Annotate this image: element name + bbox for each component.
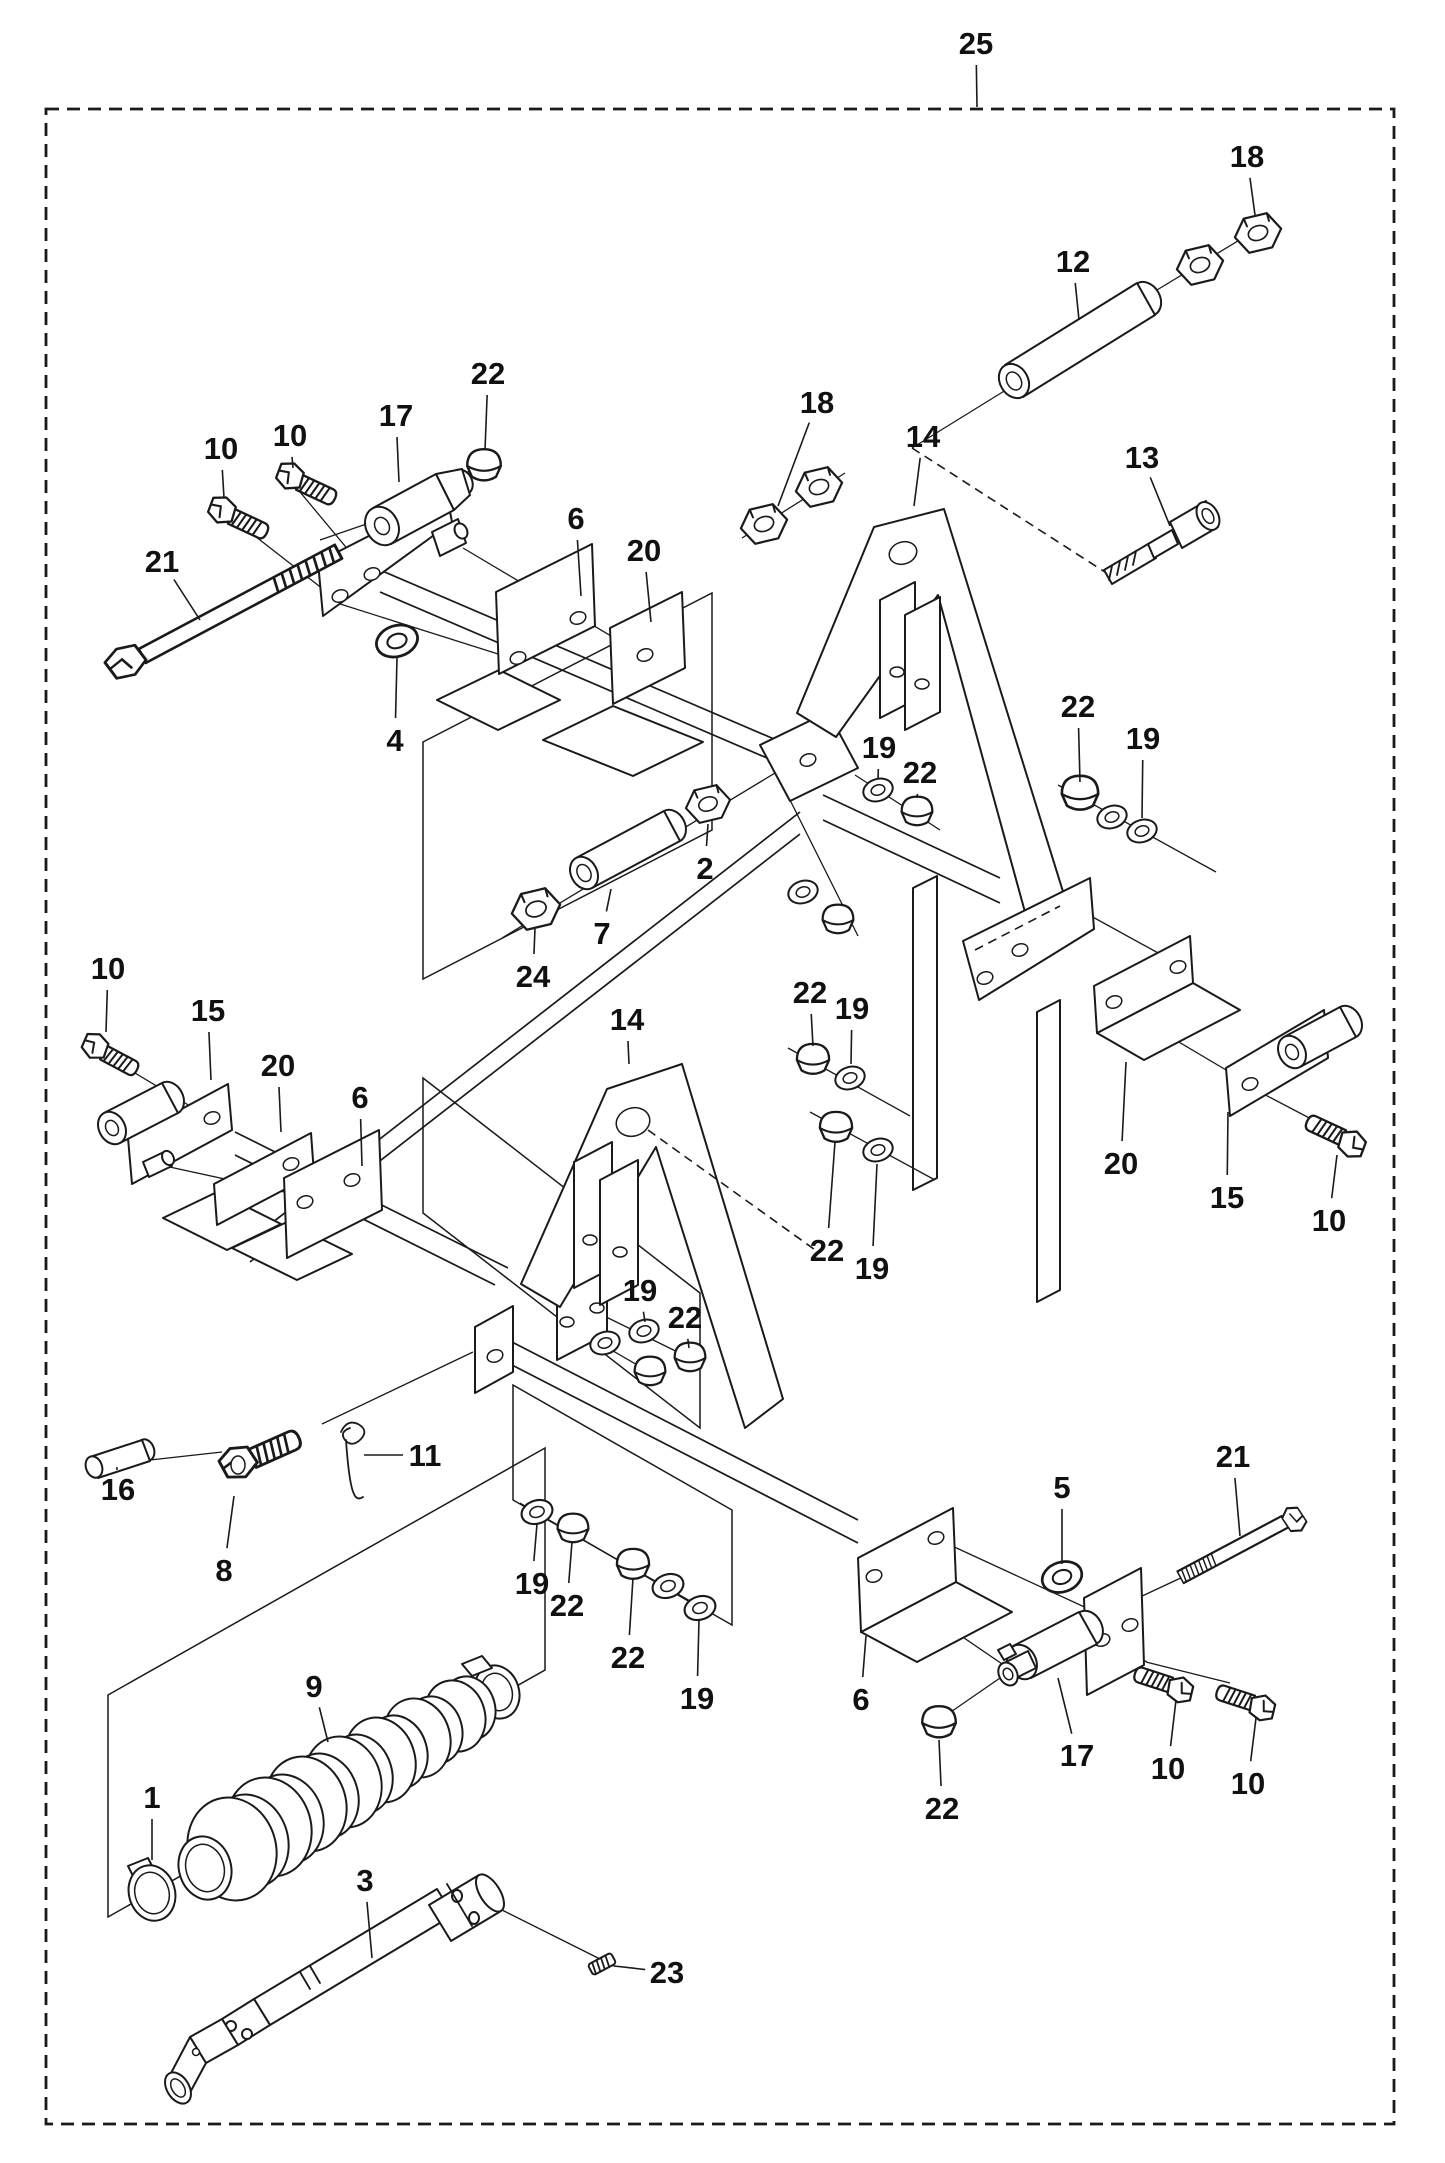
part-18-nut-a	[1177, 245, 1223, 285]
callout-leader-9	[319, 1707, 328, 1742]
callout-leader-24	[534, 929, 535, 954]
callout-leader-22	[811, 1014, 813, 1046]
callout-leader-20	[1122, 1062, 1126, 1141]
capnut-22-bottom	[922, 1706, 956, 1737]
callout-label-12: 12	[1055, 244, 1091, 279]
capnut-22	[902, 797, 933, 826]
part-4-washer	[372, 620, 421, 662]
callout-label-10: 10	[1311, 1203, 1347, 1238]
part-15-plate-left	[93, 1077, 232, 1184]
callout-leader-23	[614, 1966, 645, 1970]
callout-leader-10	[222, 470, 224, 498]
part-1-clamp	[122, 1858, 182, 1926]
part-22-capnut-top	[467, 449, 501, 480]
part-18-nut-d	[796, 467, 842, 507]
part-11-r-clip	[341, 1423, 364, 1499]
part-10-bolt-left	[78, 1029, 143, 1080]
callout-leader-21	[1235, 1478, 1240, 1536]
part-21-bolt-top	[102, 536, 344, 685]
callout-leader-8	[227, 1496, 234, 1548]
callout-label-15: 15	[190, 993, 226, 1028]
frame-strip-right	[1037, 1000, 1060, 1302]
callout-leader-17	[1058, 1678, 1072, 1734]
part-10-bolt-right	[1301, 1111, 1370, 1162]
callout-leader-15	[1227, 1112, 1228, 1175]
callout-label-13: 13	[1124, 440, 1160, 475]
callout-label-19: 19	[679, 1681, 715, 1716]
callout-label-19: 19	[854, 1251, 890, 1286]
washer-19	[832, 1063, 867, 1093]
callout-label-10: 10	[272, 418, 308, 453]
part-21-bolt-bottom	[1175, 1503, 1309, 1591]
callout-label-2: 2	[696, 851, 714, 886]
callout-leader-13	[1150, 477, 1170, 526]
part-23-set-screw	[588, 1953, 617, 1976]
callout-leader-10	[292, 457, 293, 468]
callout-label-20: 20	[260, 1048, 296, 1083]
callout-label-21: 21	[1215, 1439, 1251, 1474]
tube-and-nuts	[741, 213, 1281, 544]
callout-leader-22	[569, 1542, 572, 1583]
frame-rails	[235, 570, 1060, 1543]
callout-leader-2	[706, 824, 708, 846]
callout-leader-22	[629, 1578, 633, 1635]
callout-leader-15	[209, 1032, 211, 1080]
callout-leader-22	[485, 395, 487, 450]
callout-leader-18	[1250, 178, 1255, 215]
callout-leader-12	[1075, 283, 1079, 320]
washer-19	[1094, 802, 1129, 832]
callout-label-17: 17	[378, 398, 414, 433]
callout-label-8: 8	[215, 1553, 233, 1588]
callout-leader-19	[1142, 760, 1143, 818]
callout-leader-17	[397, 437, 399, 482]
washer-19	[860, 775, 895, 805]
callout-label-22: 22	[470, 356, 506, 391]
part-6-bracket-bottom	[858, 1508, 1012, 1662]
capnut-22	[797, 1044, 829, 1074]
callout-leader-7	[606, 889, 611, 911]
callout-label-14: 14	[905, 419, 941, 454]
part-6-bracket-top	[437, 544, 595, 730]
callout-label-9: 9	[305, 1669, 323, 1704]
callout-label-22: 22	[809, 1233, 845, 1268]
capnut-22	[820, 1112, 852, 1142]
callout-label-24: 24	[515, 959, 551, 994]
part-2-nut	[686, 785, 730, 823]
part-10-bolt-br-b	[1213, 1681, 1278, 1724]
part-10-bolt-br-a	[1131, 1663, 1196, 1706]
callout-label-18: 18	[799, 385, 835, 420]
callout-label-10: 10	[1150, 1751, 1186, 1786]
callout-leader-22	[939, 1740, 941, 1786]
callout-label-20: 20	[626, 533, 662, 568]
capnut-extra	[823, 905, 854, 934]
callout-label-19: 19	[861, 730, 897, 765]
callout-label-25: 25	[958, 26, 994, 61]
callout-leader-10	[1171, 1700, 1176, 1746]
callout-label-3: 3	[356, 1863, 374, 1898]
callout-label-6: 6	[351, 1080, 369, 1115]
callout-leader-10	[1251, 1718, 1256, 1761]
right-middle-bracket-set	[1094, 936, 1369, 1161]
callout-label-10: 10	[203, 431, 239, 466]
callout-label-6: 6	[567, 501, 585, 536]
callout-label-21: 21	[144, 544, 180, 579]
callout-label-22: 22	[792, 975, 828, 1010]
part-9-bellows	[171, 1656, 526, 1911]
callout-label-19: 19	[1125, 721, 1161, 756]
callout-label-18: 18	[1229, 139, 1265, 174]
callout-label-22: 22	[549, 1588, 585, 1623]
callout-leader-10	[106, 990, 107, 1032]
callout-label-22: 22	[902, 755, 938, 790]
callout-leader-6	[863, 1636, 866, 1677]
callout-leader-14	[628, 1041, 629, 1064]
callout-label-22: 22	[610, 1640, 646, 1675]
part-8-bolt	[216, 1421, 304, 1484]
callout-label-1: 1	[143, 1780, 161, 1815]
part-7-spacer	[565, 805, 692, 894]
callout-label-22: 22	[1060, 689, 1096, 724]
callout-leader-10	[1332, 1155, 1337, 1198]
callout-label-22: 22	[924, 1791, 960, 1826]
part-18-nut-b	[1235, 213, 1281, 253]
callout-leader-14	[914, 458, 920, 506]
part-10-bolt-a	[205, 493, 274, 544]
callout-label-17: 17	[1059, 1738, 1095, 1773]
callout-leader-22	[829, 1142, 835, 1228]
callout-label-23: 23	[649, 1955, 685, 1990]
capnut-22	[617, 1549, 649, 1579]
callout-label-11: 11	[408, 1438, 442, 1473]
washer-extra	[785, 877, 820, 907]
part-15-plate-right	[1226, 1001, 1367, 1116]
callout-label-19: 19	[514, 1566, 550, 1601]
callout-leader-22	[1079, 728, 1080, 782]
part-20-bracket-right	[1094, 936, 1240, 1060]
callout-label-7: 7	[593, 916, 611, 951]
bottom-center-fasteners	[518, 1496, 718, 1624]
callout-label-5: 5	[1053, 1470, 1071, 1505]
part-10-bolt-b	[273, 459, 342, 510]
washer-19	[860, 1135, 895, 1165]
part-3-steering-shaft	[160, 1870, 510, 2108]
callout-leader-19	[851, 1030, 852, 1064]
callout-label-20: 20	[1103, 1146, 1139, 1181]
callout-label-10: 10	[1230, 1766, 1266, 1801]
part-24-nut	[512, 888, 560, 929]
callout-leader-19	[698, 1620, 699, 1676]
callout-label-19: 19	[622, 1273, 658, 1308]
capnut-22	[558, 1514, 589, 1543]
callout-label-6: 6	[852, 1682, 870, 1717]
capnut-extra	[635, 1357, 666, 1386]
washer-19	[681, 1592, 718, 1624]
callout-label-14: 14	[609, 1002, 645, 1037]
callout-leader-19	[534, 1524, 537, 1561]
callout-leader-4	[396, 658, 397, 718]
callout-label-22: 22	[667, 1300, 703, 1335]
callout-leader-21	[174, 579, 200, 620]
callout-leader-19	[873, 1164, 877, 1246]
part-12-tube	[993, 276, 1167, 403]
washer-19	[518, 1496, 555, 1528]
callout-label-15: 15	[1209, 1180, 1245, 1215]
part-18-nut-c	[741, 504, 787, 544]
callout-label-4: 4	[386, 723, 404, 758]
callout-leader-25	[976, 65, 977, 107]
callout-label-10: 10	[90, 951, 126, 986]
bolt-8-head-bore	[231, 1456, 245, 1474]
washer-19	[1124, 816, 1159, 846]
bottom-right-pivot-assembly	[858, 1503, 1309, 1737]
capnut-22	[675, 1343, 706, 1372]
frame-strip-left	[913, 876, 937, 1190]
callout-label-19: 19	[834, 991, 870, 1026]
callout-label-16: 16	[100, 1472, 136, 1507]
mid-left-bracket-set	[78, 1029, 382, 1280]
callout-leader-20	[279, 1087, 281, 1132]
